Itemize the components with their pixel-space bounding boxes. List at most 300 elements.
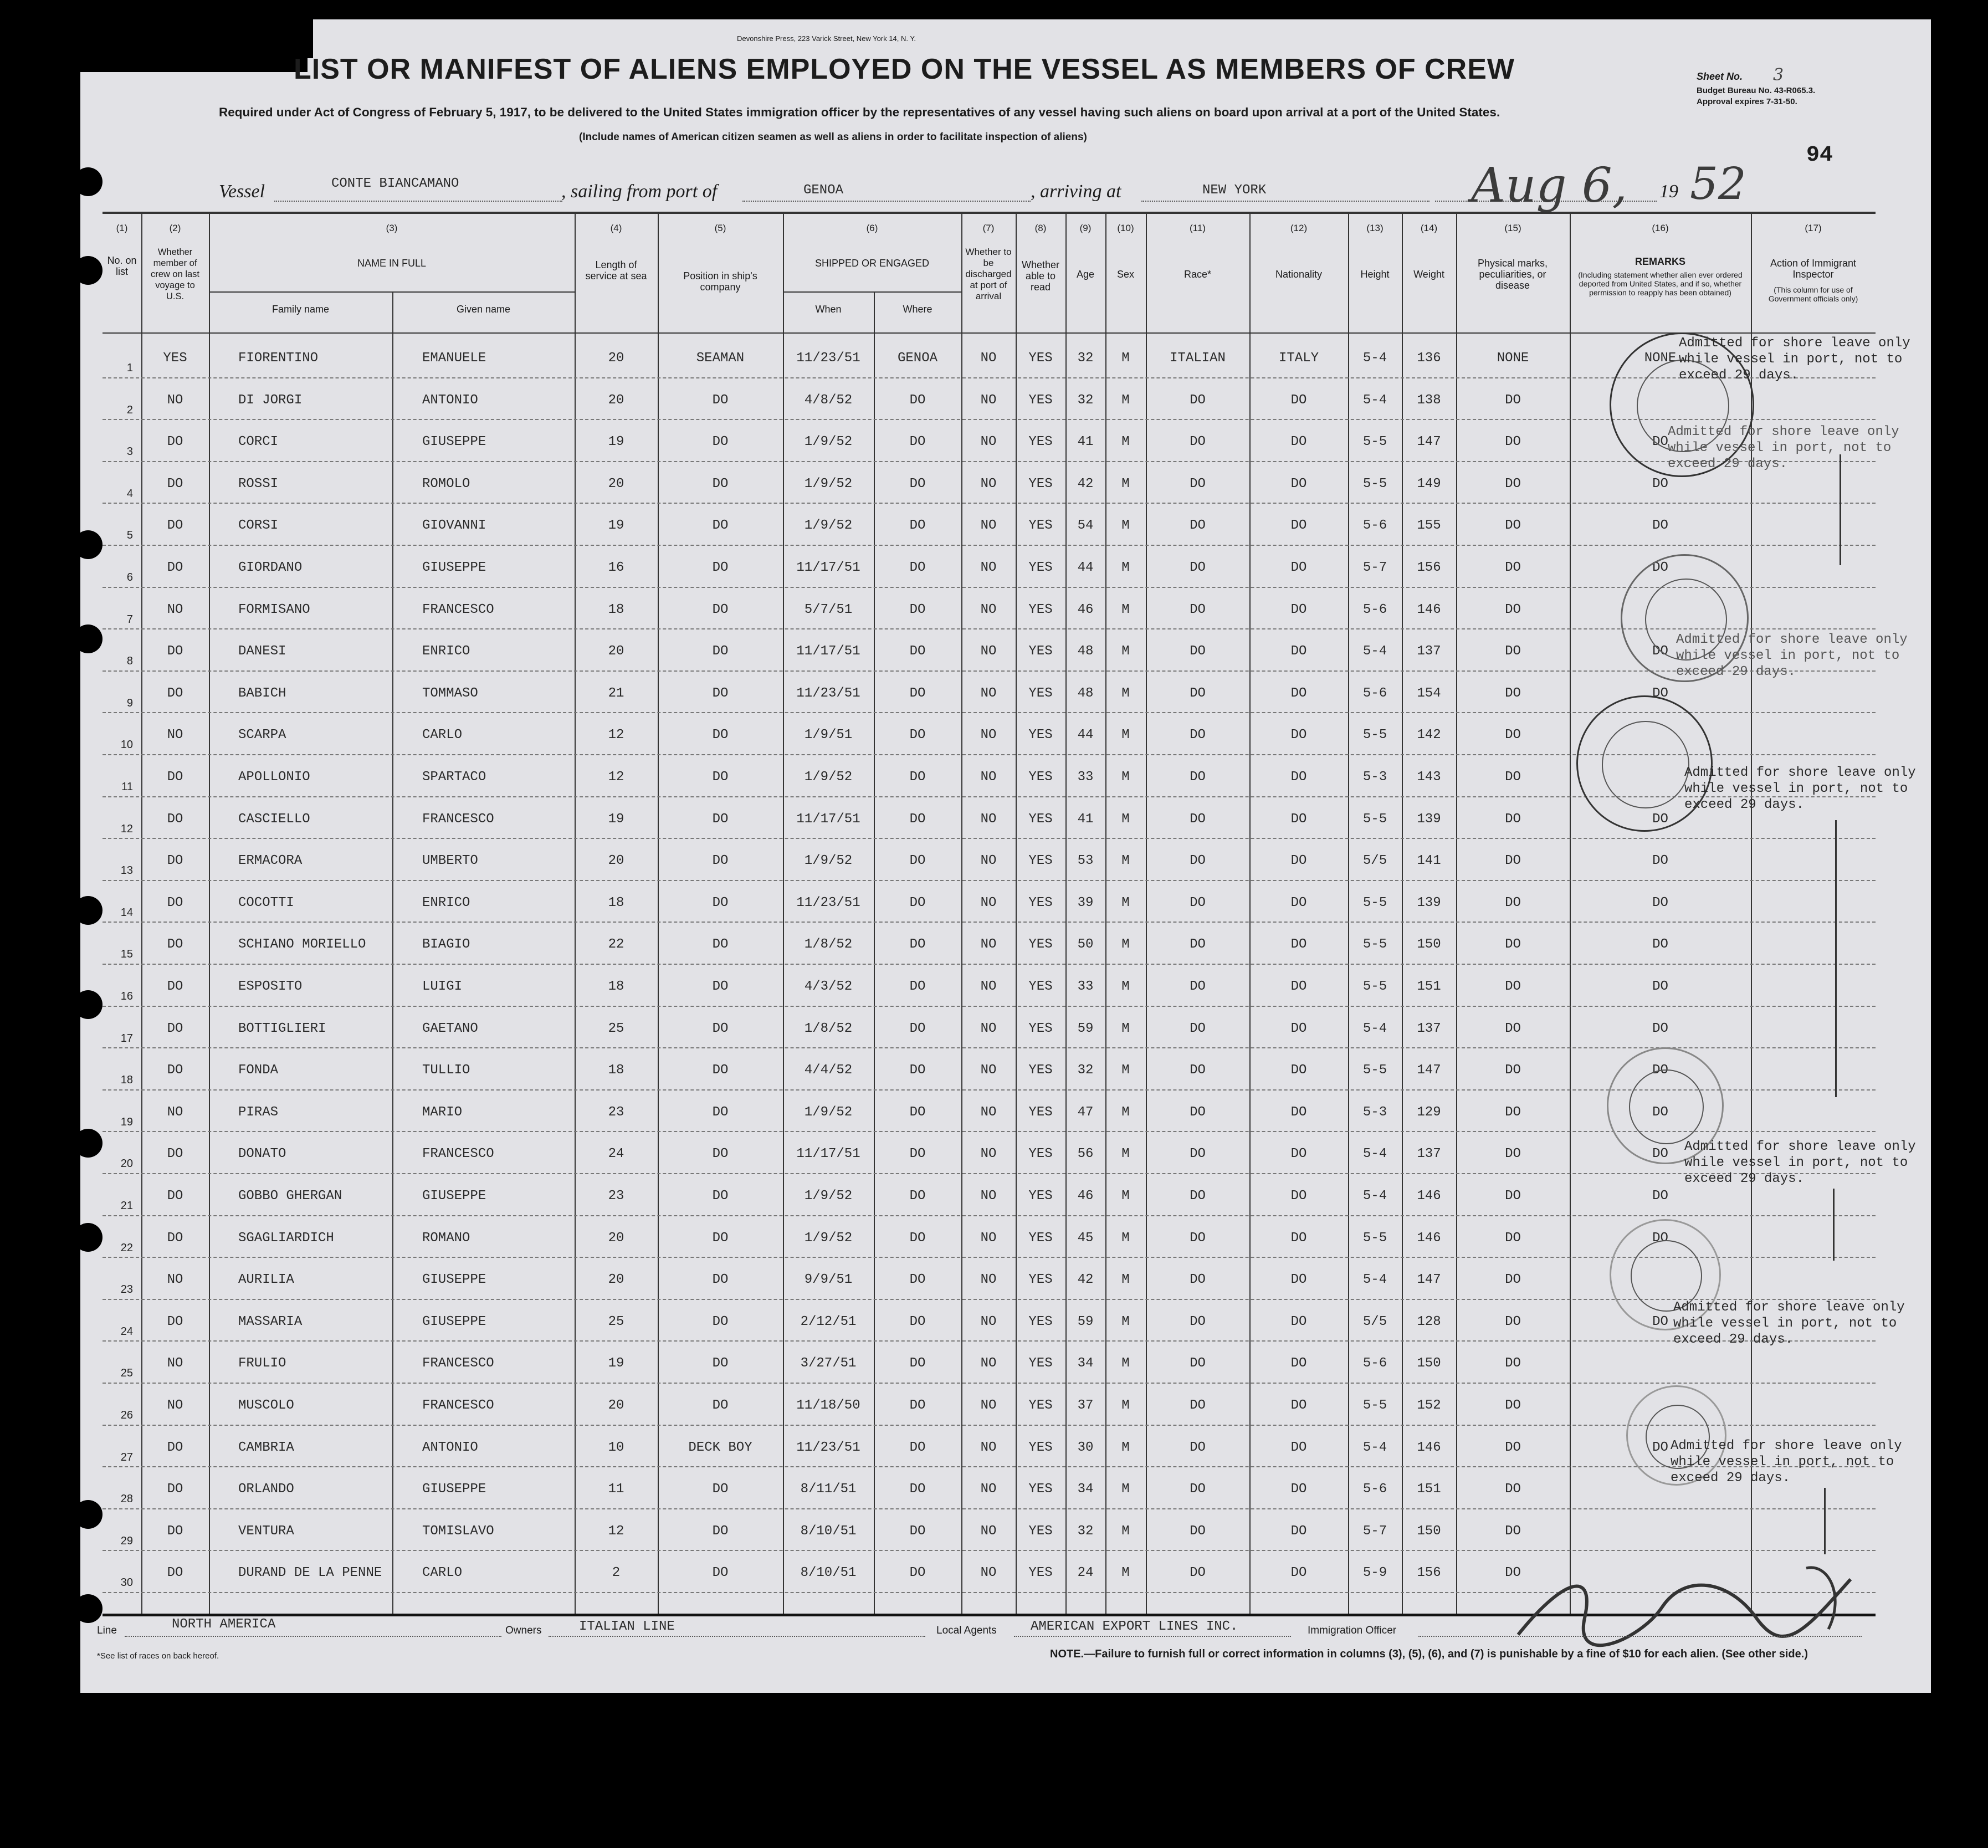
cell-marks: DO xyxy=(1505,685,1521,701)
cell-height: 5-5 xyxy=(1362,979,1387,994)
cell-weight: 146 xyxy=(1417,1189,1441,1204)
inspector-bracket xyxy=(1840,454,1841,565)
cell-given: GIUSEPPE xyxy=(422,1314,486,1329)
cell-marks: DO xyxy=(1505,979,1521,994)
cell-weight: 151 xyxy=(1417,979,1441,994)
cell-remark: DO xyxy=(1652,811,1668,827)
cell-nat: DO xyxy=(1290,770,1307,785)
cell-read: YES xyxy=(1028,937,1053,953)
cell-given: GIUSEPPE xyxy=(422,560,486,575)
cell-marks: DO xyxy=(1505,1482,1521,1497)
note-line: Admitted for shore leave only xyxy=(1676,632,1908,647)
cell-remark: DO xyxy=(1652,518,1668,534)
binder-hole xyxy=(74,530,103,559)
cell-sex: M xyxy=(1121,1482,1130,1497)
cell-marks: DO xyxy=(1505,1189,1521,1204)
cell-when: 2/12/51 xyxy=(800,1314,857,1329)
cell-height: 5-5 xyxy=(1362,1398,1387,1413)
cell-height: 5/5 xyxy=(1362,853,1387,869)
cell-read: YES xyxy=(1028,1272,1053,1288)
cell-race: DO xyxy=(1190,1565,1206,1581)
cell-given: FRANCESCO xyxy=(422,1146,494,1162)
cell-given: GAETANO xyxy=(422,1021,478,1036)
cell-sex: M xyxy=(1121,1523,1130,1539)
cell-marks: DO xyxy=(1505,560,1521,575)
cell-position: DECK BOY xyxy=(688,1440,752,1455)
cell-weight: 137 xyxy=(1417,644,1441,659)
cell-when: 1/9/52 xyxy=(804,1230,853,1246)
cell-service: 20 xyxy=(608,1272,624,1288)
cell-weight: 146 xyxy=(1417,1230,1441,1246)
cell-age: 50 xyxy=(1077,937,1094,953)
cell-remark: DO xyxy=(1652,1104,1668,1120)
cell-given: ROMANO xyxy=(422,1230,470,1246)
cell-disch: NO xyxy=(980,1104,997,1120)
cell-marks: DO xyxy=(1505,728,1521,743)
inspector-bracket xyxy=(1833,1189,1835,1261)
cell-given: ANTONIO xyxy=(422,1440,478,1455)
arrival-date-handwritten: Aug 6, xyxy=(1471,158,1627,213)
officer-underline xyxy=(1418,1636,1862,1637)
cell-read: YES xyxy=(1028,811,1053,827)
cell-family: CAMBRIA xyxy=(238,1440,294,1455)
line-underline xyxy=(125,1636,501,1637)
cell-weight: 136 xyxy=(1417,351,1441,366)
binder-hole xyxy=(74,896,103,925)
page-title: LIST OR MANIFEST OF ALIENS EMPLOYED ON THE VESSEL AS MEMBERS OF CREW xyxy=(294,53,1515,85)
cell-sex: M xyxy=(1121,1104,1130,1120)
cell-age: 44 xyxy=(1077,560,1094,575)
line-name: NORTH AMERICA xyxy=(172,1617,276,1632)
cell-read: YES xyxy=(1028,1523,1053,1539)
cell-family: FIORENTINO xyxy=(238,351,319,366)
cell-marks: NONE xyxy=(1497,351,1529,366)
cell-weight: 139 xyxy=(1417,811,1441,827)
cell-prev: DO xyxy=(167,685,183,701)
cell-nat: DO xyxy=(1290,392,1307,408)
cell-height: 5-4 xyxy=(1362,1272,1387,1288)
page-number: 94 xyxy=(1806,143,1833,168)
cell-sex: M xyxy=(1121,602,1130,617)
cell-race: DO xyxy=(1190,476,1206,492)
cell-nat: DO xyxy=(1290,518,1307,534)
cell-prev: DO xyxy=(167,770,183,785)
cell-when: 4/3/52 xyxy=(804,979,853,994)
binder-hole xyxy=(74,1500,103,1529)
cell-remark: DO xyxy=(1652,1314,1668,1329)
cell-when: 1/9/52 xyxy=(804,853,853,869)
cell-race: DO xyxy=(1190,1440,1206,1455)
cell-weight: 146 xyxy=(1417,602,1441,617)
row-number: 13 xyxy=(120,864,133,877)
cell-when: 4/8/52 xyxy=(804,392,853,408)
cell-race: ITALIAN xyxy=(1170,351,1226,366)
cell-where: DO xyxy=(909,811,926,827)
cell-given: MARIO xyxy=(422,1104,463,1120)
cell-read: YES xyxy=(1028,979,1053,994)
header-where: Where xyxy=(903,304,932,315)
cell-sex: M xyxy=(1121,644,1130,659)
cell-sex: M xyxy=(1121,476,1130,492)
cell-race: DO xyxy=(1190,434,1206,450)
cell-weight: 137 xyxy=(1417,1021,1441,1036)
cell-service: 19 xyxy=(608,1356,624,1371)
row-number: 16 xyxy=(120,990,133,1002)
cell-height: 5-5 xyxy=(1362,937,1387,953)
cell-marks: DO xyxy=(1505,1565,1521,1581)
cell-where: DO xyxy=(909,1523,926,1539)
cell-prev: DO xyxy=(167,1523,183,1539)
cell-disch: NO xyxy=(980,1021,997,1036)
cell-disch: NO xyxy=(980,1189,997,1204)
cell-weight: 138 xyxy=(1417,392,1441,408)
cell-disch: NO xyxy=(980,728,997,743)
cell-when: 1/9/52 xyxy=(804,476,853,492)
cell-height: 5-4 xyxy=(1362,1021,1387,1036)
row-rule xyxy=(103,1340,1876,1342)
cell-marks: DO xyxy=(1505,937,1521,953)
cell-weight: 142 xyxy=(1417,728,1441,743)
cell-nat: DO xyxy=(1290,853,1307,869)
cell-where: GENOA xyxy=(897,351,937,366)
cell-when: 4/4/52 xyxy=(804,1063,853,1078)
cell-read: YES xyxy=(1028,1063,1053,1078)
cell-nat: DO xyxy=(1290,1398,1307,1413)
cell-family: GIORDANO xyxy=(238,560,303,575)
cell-disch: NO xyxy=(980,1314,997,1329)
cell-marks: DO xyxy=(1505,1104,1521,1120)
cell-read: YES xyxy=(1028,644,1053,659)
cell-age: 48 xyxy=(1077,685,1094,701)
cell-disch: NO xyxy=(980,811,997,827)
cell-height: 5-4 xyxy=(1362,351,1387,366)
line-label: Line xyxy=(97,1625,117,1636)
cell-marks: DO xyxy=(1505,476,1521,492)
col-number: (2) xyxy=(169,223,181,233)
cell-where: DO xyxy=(909,1356,926,1371)
cell-where: DO xyxy=(909,770,926,785)
cell-sex: M xyxy=(1121,1565,1130,1581)
header-nationality: Nationality xyxy=(1275,269,1323,280)
cell-position: DO xyxy=(712,1565,729,1581)
subheader-rule xyxy=(209,291,575,293)
cell-read: YES xyxy=(1028,518,1053,534)
header-physical-marks: Physical marks, peculiarities, or disease xyxy=(1477,258,1548,291)
row-number: 7 xyxy=(126,613,133,626)
cell-sex: M xyxy=(1121,811,1130,827)
col-number: (15) xyxy=(1504,223,1521,233)
cell-disch: NO xyxy=(980,518,997,534)
cell-read: YES xyxy=(1028,853,1053,869)
arrival-port: NEW YORK xyxy=(1202,183,1267,198)
cell-height: 5-6 xyxy=(1362,1482,1387,1497)
col-number: (11) xyxy=(1190,223,1206,233)
cell-sex: M xyxy=(1121,979,1130,994)
cell-weight: 147 xyxy=(1417,1272,1441,1288)
binder-hole xyxy=(74,990,103,1019)
cell-service: 12 xyxy=(608,770,624,785)
col-number: (1) xyxy=(116,223,128,233)
cell-weight: 149 xyxy=(1417,476,1441,492)
cell-given: FRANCESCO xyxy=(422,602,494,617)
cell-sex: M xyxy=(1121,518,1130,534)
cell-prev: NO xyxy=(167,1104,183,1120)
cell-prev: DO xyxy=(167,853,183,869)
cell-read: YES xyxy=(1028,1189,1053,1204)
cell-family: SCARPA xyxy=(238,728,286,743)
legal-subtitle: Required under Act of Congress of February 5, 1917, to be delivered to the United States immigration officer by the representatives of any vessel having such aliens on board upon arrival at a port of the United States. xyxy=(219,105,1500,119)
cell-prev: DO xyxy=(167,1189,183,1204)
cell-prev: DO xyxy=(167,811,183,827)
cell-age: 33 xyxy=(1077,979,1094,994)
owners-underline xyxy=(549,1636,925,1637)
cell-read: YES xyxy=(1028,392,1053,408)
cell-age: 59 xyxy=(1077,1314,1094,1329)
cell-race: DO xyxy=(1190,1146,1206,1162)
immigration-officer-label: Immigration Officer xyxy=(1308,1625,1397,1636)
cell-disch: NO xyxy=(980,1565,997,1581)
cell-service: 18 xyxy=(608,979,624,994)
cell-race: DO xyxy=(1190,1523,1206,1539)
cell-when: 1/9/52 xyxy=(804,1189,853,1204)
cell-where: DO xyxy=(909,518,926,534)
local-agents-label: Local Agents xyxy=(936,1625,997,1636)
col-number: (8) xyxy=(1034,223,1047,233)
cell-given: SPARTACO xyxy=(422,770,486,785)
cell-age: 32 xyxy=(1077,351,1094,366)
cell-marks: DO xyxy=(1505,895,1521,910)
row-number: 28 xyxy=(120,1493,133,1506)
cell-service: 24 xyxy=(608,1146,624,1162)
cell-given: FRANCESCO xyxy=(422,1356,494,1371)
inspector-bracket xyxy=(1824,1488,1826,1554)
row-rule xyxy=(103,587,1876,588)
cell-given: CARLO xyxy=(422,1565,463,1581)
cell-position: DO xyxy=(712,1104,729,1120)
cell-prev: NO xyxy=(167,392,183,408)
cell-sex: M xyxy=(1121,560,1130,575)
immigration-officer-signature xyxy=(1496,1546,1884,1657)
cell-given: UMBERTO xyxy=(422,853,478,869)
cell-prev: DO xyxy=(167,1230,183,1246)
cell-when: 8/11/51 xyxy=(800,1482,857,1497)
cell-position: DO xyxy=(712,685,729,701)
cell-where: DO xyxy=(909,434,926,450)
cell-marks: DO xyxy=(1505,434,1521,450)
cell-height: 5-7 xyxy=(1362,560,1387,575)
owners-label: Owners xyxy=(505,1625,542,1636)
cell-race: DO xyxy=(1190,392,1206,408)
cell-family: DONATO xyxy=(238,1146,286,1162)
cell-when: 1/9/52 xyxy=(804,770,853,785)
cell-sex: M xyxy=(1121,1356,1130,1371)
col-divider xyxy=(392,291,393,1614)
cell-family: DANESI xyxy=(238,644,286,659)
arrival-underline xyxy=(1141,201,1429,202)
cell-height: 5/5 xyxy=(1362,1314,1387,1329)
cell-weight: 152 xyxy=(1417,1398,1441,1413)
row-number: 8 xyxy=(126,655,133,668)
row-number: 17 xyxy=(120,1032,133,1045)
row-number: 26 xyxy=(120,1409,133,1421)
cell-position: DO xyxy=(712,811,729,827)
row-rule xyxy=(103,1425,1876,1426)
row-number: 19 xyxy=(120,1115,133,1128)
cell-position: DO xyxy=(712,1398,729,1413)
cell-where: DO xyxy=(909,728,926,743)
cell-disch: NO xyxy=(980,644,997,659)
cell-where: DO xyxy=(909,895,926,910)
row-rule xyxy=(103,1006,1876,1007)
cell-given: GIUSEPPE xyxy=(422,1272,486,1288)
cell-service: 20 xyxy=(608,351,624,366)
cell-disch: NO xyxy=(980,1272,997,1288)
cell-position: DO xyxy=(712,728,729,743)
shore-leave-note xyxy=(1684,765,1916,813)
header-discharged: Whether to be discharged at port of arrival xyxy=(965,247,1012,301)
header-remarks-note: (Including statement whether alien ever ordered deported from United States, and if so, whether permission to reapply has been obtained) xyxy=(1578,270,1743,297)
row-number: 5 xyxy=(126,529,133,542)
cell-race: DO xyxy=(1190,602,1206,617)
cell-service: 11 xyxy=(608,1482,624,1497)
cell-service: 20 xyxy=(608,853,624,869)
note-line: exceed 29 days. xyxy=(1679,368,1799,383)
cell-age: 32 xyxy=(1077,1063,1094,1078)
binder-hole xyxy=(74,167,103,196)
cell-prev: DO xyxy=(167,979,183,994)
cell-marks: DO xyxy=(1505,644,1521,659)
shore-leave-note xyxy=(1671,1438,1902,1486)
cell-read: YES xyxy=(1028,685,1053,701)
row-rule xyxy=(103,838,1876,839)
row-rule xyxy=(103,1131,1876,1132)
cell-marks: DO xyxy=(1505,1440,1521,1455)
sheet-number: 3 xyxy=(1773,65,1784,85)
cell-read: YES xyxy=(1028,560,1053,575)
header-remarks: REMARKS xyxy=(1635,256,1685,267)
row-rule xyxy=(103,1383,1876,1384)
cell-age: 56 xyxy=(1077,1146,1094,1162)
cell-race: DO xyxy=(1190,560,1206,575)
cell-nat: DO xyxy=(1290,1021,1307,1036)
cell-prev: DO xyxy=(167,1314,183,1329)
cell-race: DO xyxy=(1190,811,1206,827)
cell-height: 5-5 xyxy=(1362,1230,1387,1246)
cell-race: DO xyxy=(1190,518,1206,534)
note-line: while vessel in port, not to xyxy=(1679,352,1903,367)
cell-service: 19 xyxy=(608,518,624,534)
cell-given: CARLO xyxy=(422,728,463,743)
cell-when: 8/10/51 xyxy=(800,1523,857,1539)
cell-disch: NO xyxy=(980,853,997,869)
note-line: Admitted for shore leave only xyxy=(1684,1139,1916,1154)
cell-height: 5-9 xyxy=(1362,1565,1387,1581)
row-number: 11 xyxy=(121,781,133,793)
cell-marks: DO xyxy=(1505,1021,1521,1036)
cell-race: DO xyxy=(1190,1398,1206,1413)
cell-marks: DO xyxy=(1505,1314,1521,1329)
cell-service: 23 xyxy=(608,1189,624,1204)
cell-family: CORCI xyxy=(238,434,279,450)
cell-family: ESPOSITO xyxy=(238,979,303,994)
cell-weight: 147 xyxy=(1417,434,1441,450)
cell-sex: M xyxy=(1121,1398,1130,1413)
col-number: (7) xyxy=(982,223,995,233)
row-rule xyxy=(103,670,1876,672)
col-number: (14) xyxy=(1420,223,1438,233)
cell-height: 5-7 xyxy=(1362,1523,1387,1539)
inspector-bracket xyxy=(1835,820,1837,1097)
cell-nat: DO xyxy=(1290,1189,1307,1204)
cell-age: 44 xyxy=(1077,728,1094,743)
row-rule xyxy=(103,628,1876,629)
cell-remark: DO xyxy=(1652,853,1668,869)
cell-position: DO xyxy=(712,518,729,534)
cell-weight: 150 xyxy=(1417,1523,1441,1539)
cell-prev: NO xyxy=(167,602,183,617)
cell-marks: DO xyxy=(1505,811,1521,827)
cell-where: DO xyxy=(909,1272,926,1288)
cell-nat: DO xyxy=(1290,1565,1307,1581)
cell-position: DO xyxy=(712,979,729,994)
cell-family: DI JORGI xyxy=(238,392,303,408)
cell-position: DO xyxy=(712,1523,729,1539)
cell-given: TOMMASO xyxy=(422,685,478,701)
cell-race: DO xyxy=(1190,1482,1206,1497)
cell-sex: M xyxy=(1121,1272,1130,1288)
cell-marks: DO xyxy=(1505,1398,1521,1413)
row-number: 3 xyxy=(126,446,133,458)
row-rule xyxy=(103,1257,1876,1258)
cell-nat: DO xyxy=(1290,602,1307,617)
cell-family: CASCIELLO xyxy=(238,811,310,827)
cell-service: 25 xyxy=(608,1021,624,1036)
cell-age: 30 xyxy=(1077,1440,1094,1455)
cell-where: DO xyxy=(909,1482,926,1497)
cell-given: ANTONIO xyxy=(422,392,478,408)
cell-read: YES xyxy=(1028,1565,1053,1581)
shore-leave-note xyxy=(1684,1139,1916,1187)
note-line: exceed 29 days. xyxy=(1684,1171,1805,1186)
cell-height: 5-4 xyxy=(1362,392,1387,408)
note-line: exceed 29 days. xyxy=(1673,1332,1794,1347)
cell-nat: DO xyxy=(1290,476,1307,492)
cell-when: 1/9/52 xyxy=(804,518,853,534)
cell-given: TULLIO xyxy=(422,1063,470,1078)
penalty-note: NOTE.—Failure to furnish full or correct information in columns (3), (5), (6), and (7) is punishable by a fine of $10 for each alien. (See other side.) xyxy=(1050,1648,1808,1660)
cell-position: DO xyxy=(712,1189,729,1204)
arrival-year-handwritten: 52 xyxy=(1690,158,1746,209)
cell-family: SGAGLIARDICH xyxy=(238,1230,334,1246)
cell-nat: DO xyxy=(1290,1146,1307,1162)
cell-prev: DO xyxy=(167,1565,183,1581)
cell-position: DO xyxy=(712,476,729,492)
cell-nat: DO xyxy=(1290,1063,1307,1078)
col-number: (9) xyxy=(1079,223,1092,233)
row-rule xyxy=(103,503,1876,504)
cell-nat: DO xyxy=(1290,1523,1307,1539)
row-number: 15 xyxy=(120,948,133,961)
row-rule xyxy=(103,1466,1876,1467)
cell-marks: DO xyxy=(1505,1356,1521,1371)
cell-position: DO xyxy=(712,1482,729,1497)
cell-race: DO xyxy=(1190,644,1206,659)
row-rule xyxy=(103,419,1876,420)
cell-prev: DO xyxy=(167,937,183,953)
cell-position: DO xyxy=(712,1063,729,1078)
cell-where: DO xyxy=(909,560,926,575)
cell-race: DO xyxy=(1190,1021,1206,1036)
